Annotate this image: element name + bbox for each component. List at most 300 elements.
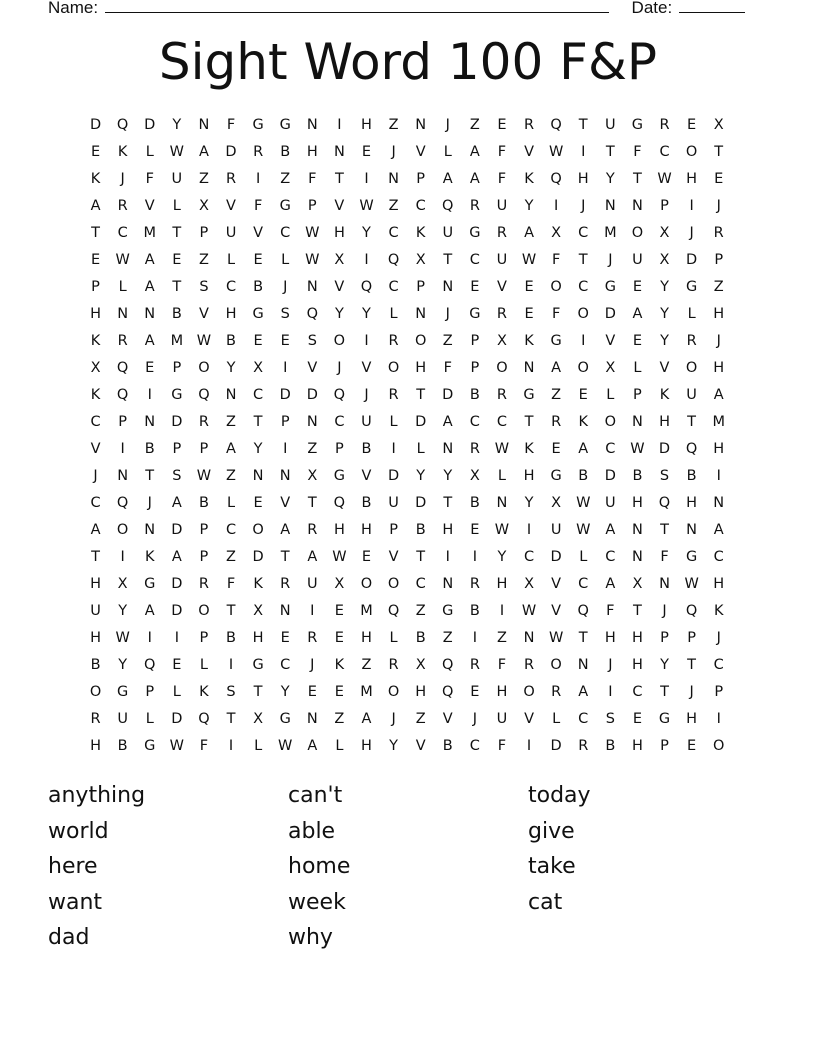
grid-letter[interactable]: H — [686, 171, 698, 187]
grid-letter[interactable]: B — [469, 387, 480, 403]
grid-letter[interactable]: V — [524, 711, 534, 727]
grid-letter[interactable]: X — [334, 252, 345, 268]
grid-letter[interactable]: Z — [226, 468, 236, 484]
grid-letter[interactable]: R — [117, 333, 128, 349]
grid-letter[interactable]: D — [89, 117, 102, 133]
grid-letter[interactable]: Q — [198, 387, 210, 403]
grid-letter[interactable]: E — [334, 684, 344, 700]
grid-letter[interactable]: N — [117, 468, 129, 484]
grid-letter[interactable]: P — [199, 630, 209, 646]
grid-letter[interactable]: H — [713, 360, 725, 376]
grid-letter[interactable]: R — [686, 333, 697, 349]
grid-letter[interactable]: W — [576, 495, 591, 511]
grid-letter[interactable]: E — [145, 360, 155, 376]
grid-letter[interactable]: O — [116, 522, 129, 538]
grid-letter[interactable]: C — [388, 279, 399, 295]
grid-letter[interactable]: H — [631, 495, 643, 511]
grid-letter[interactable]: V — [551, 576, 562, 592]
grid-letter[interactable]: T — [632, 171, 642, 187]
grid-letter[interactable]: C — [117, 225, 128, 241]
grid-letter[interactable]: Y — [253, 441, 263, 457]
grid-letter[interactable]: A — [144, 252, 155, 268]
grid-letter[interactable]: Y — [660, 306, 669, 322]
grid-letter[interactable]: I — [283, 441, 288, 457]
grid-letter[interactable]: Q — [333, 495, 346, 511]
grid-letter[interactable]: O — [577, 360, 589, 376]
grid-letter[interactable]: H — [90, 306, 101, 322]
grid-letter[interactable]: E — [470, 522, 480, 538]
grid-letter[interactable]: C — [578, 225, 589, 241]
grid-letter[interactable]: Q — [685, 441, 698, 457]
grid-letter[interactable]: V — [551, 603, 562, 619]
grid-letter[interactable]: R — [524, 117, 535, 133]
grid-letter[interactable]: T — [91, 549, 100, 565]
grid-letter[interactable]: Z — [713, 279, 724, 295]
grid-letter[interactable]: X — [415, 252, 426, 268]
grid-letter[interactable]: G — [523, 387, 535, 403]
grid-letter[interactable]: T — [660, 522, 669, 538]
grid-letter[interactable]: P — [389, 522, 398, 538]
grid-letter[interactable]: I — [310, 603, 315, 619]
grid-letter[interactable]: J — [608, 252, 613, 268]
grid-letter[interactable]: D — [171, 576, 183, 592]
grid-letter[interactable]: K — [713, 603, 724, 619]
grid-letter[interactable]: I — [716, 468, 721, 484]
grid-letter[interactable]: B — [361, 441, 372, 457]
grid-letter[interactable]: Y — [118, 657, 128, 673]
grid-letter[interactable]: J — [364, 387, 369, 403]
grid-letter[interactable]: Y — [660, 333, 669, 349]
grid-letter[interactable]: H — [713, 441, 725, 457]
grid-letter[interactable]: C — [659, 144, 670, 160]
grid-letter[interactable]: K — [90, 171, 101, 187]
grid-letter[interactable]: W — [494, 441, 510, 457]
grid-letter[interactable]: E — [714, 171, 724, 187]
grid-letter[interactable]: T — [416, 549, 426, 565]
grid-letter[interactable]: E — [687, 117, 697, 133]
grid-letter[interactable]: H — [631, 657, 643, 673]
grid-letter[interactable]: I — [337, 117, 342, 133]
grid-letter[interactable]: D — [171, 603, 183, 619]
grid-letter[interactable]: A — [280, 522, 291, 538]
grid-letter[interactable]: F — [226, 117, 236, 133]
grid-letter[interactable]: S — [280, 306, 290, 322]
grid-letter[interactable]: G — [279, 117, 291, 133]
grid-letter[interactable]: R — [307, 522, 318, 538]
grid-letter[interactable]: L — [118, 279, 127, 295]
grid-letter[interactable]: N — [306, 414, 318, 430]
grid-letter[interactable]: O — [577, 306, 589, 322]
grid-letter[interactable]: D — [252, 549, 264, 565]
grid-letter[interactable]: K — [334, 657, 345, 673]
grid-letter[interactable]: E — [172, 252, 182, 268]
grid-letter[interactable]: H — [686, 495, 698, 511]
grid-letter[interactable]: Z — [551, 387, 562, 403]
grid-letter[interactable]: E — [524, 306, 534, 322]
grid-letter[interactable]: T — [687, 414, 697, 430]
grid-letter[interactable]: P — [416, 171, 426, 187]
grid-letter[interactable]: Y — [172, 117, 182, 133]
grid-letter[interactable]: H — [686, 711, 698, 727]
grid-letter[interactable]: C — [225, 279, 237, 295]
grid-letter[interactable]: T — [253, 684, 263, 700]
grid-letter[interactable]: K — [144, 549, 155, 565]
grid-letter[interactable]: H — [361, 117, 372, 133]
grid-letter[interactable]: P — [335, 441, 344, 457]
grid-letter[interactable]: N — [306, 279, 318, 295]
grid-letter[interactable]: P — [199, 225, 209, 241]
grid-letter[interactable]: C — [578, 279, 589, 295]
grid-letter[interactable]: P — [633, 387, 642, 403]
grid-letter[interactable]: L — [416, 441, 425, 457]
grid-letter[interactable]: R — [551, 414, 562, 430]
grid-letter[interactable]: O — [604, 414, 617, 430]
grid-letter[interactable]: E — [90, 252, 101, 268]
grid-letter[interactable]: I — [581, 144, 586, 160]
grid-letter[interactable]: K — [90, 387, 101, 403]
grid-letter[interactable]: E — [253, 252, 263, 268]
grid-letter[interactable]: Z — [496, 630, 507, 646]
grid-letter[interactable]: N — [306, 711, 318, 727]
grid-letter[interactable]: F — [199, 738, 209, 754]
grid-letter[interactable]: A — [469, 171, 480, 187]
grid-letter[interactable]: R — [198, 414, 209, 430]
grid-letter[interactable]: H — [631, 630, 643, 646]
grid-letter[interactable]: U — [496, 711, 508, 727]
grid-letter[interactable]: N — [415, 117, 427, 133]
grid-letter[interactable]: C — [605, 441, 616, 457]
grid-letter[interactable]: X — [605, 360, 616, 376]
grid-letter[interactable]: O — [631, 225, 644, 241]
grid-letter[interactable]: K — [524, 441, 534, 457]
grid-letter[interactable]: N — [442, 441, 454, 457]
grid-letter[interactable]: M — [360, 603, 373, 619]
grid-letter[interactable]: V — [334, 198, 345, 214]
grid-letter[interactable]: D — [415, 495, 427, 511]
grid-letter[interactable]: R — [469, 441, 480, 457]
grid-letter[interactable]: P — [91, 279, 100, 295]
grid-letter[interactable]: W — [115, 630, 130, 646]
grid-letter[interactable]: W — [278, 738, 293, 754]
grid-letter[interactable]: P — [660, 738, 669, 754]
grid-letter[interactable]: D — [415, 414, 427, 430]
grid-letter[interactable]: E — [632, 711, 642, 727]
grid-letter[interactable]: L — [281, 252, 290, 268]
grid-letter[interactable]: R — [388, 387, 399, 403]
grid-letter[interactable]: E — [334, 603, 344, 619]
grid-letter[interactable]: D — [442, 387, 454, 403]
grid-letter[interactable]: V — [144, 198, 155, 214]
grid-letter[interactable]: T — [524, 414, 534, 430]
grid-letter[interactable]: Z — [469, 117, 480, 133]
grid-letter[interactable]: N — [523, 630, 535, 646]
grid-letter[interactable]: R — [469, 657, 480, 673]
grid-letter[interactable]: G — [144, 738, 156, 754]
grid-letter[interactable]: K — [524, 333, 534, 349]
grid-letter[interactable]: B — [144, 441, 155, 457]
grid-letter[interactable]: J — [689, 684, 694, 700]
grid-letter[interactable]: C — [469, 414, 480, 430]
grid-letter[interactable]: A — [171, 495, 182, 511]
grid-letter[interactable]: T — [416, 387, 426, 403]
grid-letter[interactable]: W — [305, 252, 320, 268]
grid-letter[interactable]: Z — [415, 711, 426, 727]
grid-letter[interactable]: O — [523, 684, 535, 700]
grid-letter[interactable]: N — [198, 117, 210, 133]
grid-letter[interactable]: B — [578, 468, 589, 484]
grid-letter[interactable]: V — [415, 738, 426, 754]
grid-letter[interactable]: R — [117, 198, 128, 214]
grid-letter[interactable]: T — [578, 252, 588, 268]
grid-letter[interactable]: H — [415, 360, 427, 376]
grid-letter[interactable]: B — [361, 495, 372, 511]
grid-letter[interactable]: F — [551, 252, 561, 268]
grid-letter[interactable]: W — [576, 522, 591, 538]
grid-letter[interactable]: T — [307, 495, 317, 511]
grid-letter[interactable]: T — [334, 171, 344, 187]
grid-letter[interactable]: I — [391, 441, 396, 457]
grid-letter[interactable]: Z — [198, 171, 209, 187]
grid-letter[interactable]: E — [334, 630, 344, 646]
grid-letter[interactable]: C — [334, 414, 345, 430]
grid-letter[interactable]: N — [388, 171, 399, 187]
grid-letter[interactable]: B — [253, 279, 264, 295]
grid-letter[interactable]: S — [199, 279, 209, 295]
grid-letter[interactable]: R — [496, 387, 507, 403]
grid-letter[interactable]: N — [686, 522, 698, 538]
grid-letter[interactable]: K — [659, 387, 670, 403]
grid-letter[interactable]: F — [660, 549, 669, 565]
grid-letter[interactable]: H — [604, 630, 616, 646]
grid-letter[interactable]: T — [145, 468, 155, 484]
grid-letter[interactable]: T — [172, 279, 182, 295]
grid-letter[interactable]: L — [579, 549, 588, 565]
grid-letter[interactable]: H — [90, 576, 101, 592]
grid-letter[interactable]: E — [551, 441, 561, 457]
grid-letter[interactable]: R — [388, 657, 399, 673]
grid-letter[interactable]: P — [172, 360, 182, 376]
grid-letter[interactable]: Z — [442, 333, 453, 349]
grid-letter[interactable]: H — [659, 414, 670, 430]
grid-letter[interactable]: J — [120, 171, 125, 187]
grid-letter[interactable]: A — [632, 306, 643, 322]
grid-letter[interactable]: S — [307, 333, 317, 349]
grid-letter[interactable]: O — [387, 684, 400, 700]
grid-letter[interactable]: I — [228, 738, 234, 754]
grid-letter[interactable]: T — [172, 225, 182, 241]
grid-letter[interactable]: O — [387, 576, 400, 592]
grid-letter[interactable]: H — [306, 144, 318, 160]
grid-letter[interactable]: P — [714, 252, 724, 268]
grid-letter[interactable]: A — [442, 414, 453, 430]
grid-letter[interactable]: O — [360, 576, 373, 592]
grid-letter[interactable]: I — [147, 387, 152, 403]
grid-letter[interactable]: Q — [387, 252, 400, 268]
grid-letter[interactable]: T — [443, 252, 453, 268]
grid-letter[interactable]: A — [578, 684, 589, 700]
grid-letter[interactable]: U — [225, 225, 237, 241]
grid-letter[interactable]: V — [334, 279, 345, 295]
grid-letter[interactable]: L — [172, 684, 181, 700]
grid-letter[interactable]: Y — [362, 306, 371, 322]
grid-letter[interactable]: U — [686, 387, 697, 403]
grid-letter[interactable]: F — [226, 576, 236, 592]
grid-letter[interactable]: N — [333, 144, 345, 160]
grid-letter[interactable]: G — [550, 468, 562, 484]
grid-letter[interactable]: A — [605, 576, 616, 592]
grid-letter[interactable]: J — [445, 117, 450, 133]
grid-letter[interactable]: H — [90, 630, 101, 646]
grid-letter[interactable]: X — [469, 468, 480, 484]
grid-letter[interactable]: H — [361, 630, 372, 646]
grid-letter[interactable]: C — [469, 252, 480, 268]
grid-letter[interactable]: H — [496, 684, 508, 700]
grid-letter[interactable]: J — [445, 306, 450, 322]
grid-letter[interactable]: Q — [577, 603, 589, 619]
grid-letter[interactable]: Q — [442, 198, 454, 214]
grid-letter[interactable]: H — [90, 738, 101, 754]
grid-letter[interactable]: X — [551, 225, 562, 241]
grid-letter[interactable]: I — [283, 360, 288, 376]
grid-letter[interactable]: I — [255, 171, 261, 187]
grid-letter[interactable]: Z — [388, 117, 399, 133]
grid-letter[interactable]: I — [120, 441, 125, 457]
grid-letter[interactable]: D — [171, 522, 183, 538]
grid-letter[interactable]: G — [658, 711, 671, 727]
grid-letter[interactable]: Y — [362, 225, 371, 241]
grid-letter[interactable]: B — [171, 306, 182, 322]
grid-letter[interactable]: V — [605, 333, 616, 349]
grid-letter[interactable]: J — [391, 144, 396, 160]
grid-letter[interactable]: S — [172, 468, 182, 484]
grid-letter[interactable]: T — [578, 630, 588, 646]
grid-letter[interactable]: C — [713, 657, 724, 673]
grid-letter[interactable]: O — [685, 144, 698, 160]
grid-letter[interactable]: C — [280, 657, 291, 673]
grid-letter[interactable]: C — [280, 225, 291, 241]
grid-letter[interactable]: L — [443, 144, 452, 160]
grid-letter[interactable]: F — [253, 198, 263, 214]
grid-letter[interactable]: I — [472, 630, 477, 646]
grid-letter[interactable]: L — [389, 414, 398, 430]
grid-letter[interactable]: B — [469, 495, 480, 511]
grid-letter[interactable]: U — [361, 414, 372, 430]
grid-letter[interactable]: V — [496, 279, 507, 295]
grid-letter[interactable]: R — [659, 117, 670, 133]
grid-letter[interactable]: C — [713, 549, 724, 565]
grid-letter[interactable]: I — [716, 711, 721, 727]
grid-letter[interactable]: K — [415, 225, 426, 241]
grid-letter[interactable]: W — [359, 198, 374, 214]
grid-letter[interactable]: O — [496, 360, 508, 376]
grid-letter[interactable]: V — [280, 495, 291, 511]
grid-letter[interactable]: H — [713, 576, 725, 592]
grid-letter[interactable]: Q — [387, 603, 400, 619]
grid-letter[interactable]: T — [280, 549, 290, 565]
grid-letter[interactable]: C — [415, 198, 426, 214]
grid-letter[interactable]: T — [632, 603, 642, 619]
grid-letter[interactable]: J — [716, 630, 721, 646]
grid-letter[interactable]: R — [496, 306, 507, 322]
grid-letter[interactable]: E — [280, 333, 290, 349]
grid-letter[interactable]: P — [307, 198, 317, 214]
grid-letter[interactable]: E — [632, 279, 642, 295]
grid-letter[interactable]: H — [333, 522, 345, 538]
grid-letter[interactable]: K — [578, 414, 588, 430]
grid-letter[interactable]: C — [415, 576, 426, 592]
grid-letter[interactable]: E — [497, 117, 507, 133]
grid-letter[interactable]: P — [470, 333, 480, 349]
grid-letter[interactable]: C — [469, 738, 480, 754]
grid-letter[interactable]: X — [90, 360, 101, 376]
grid-letter[interactable]: V — [415, 144, 426, 160]
grid-letter[interactable]: A — [551, 360, 562, 376]
grid-letter[interactable]: I — [608, 684, 613, 700]
grid-letter[interactable]: H — [225, 306, 237, 322]
grid-letter[interactable]: U — [90, 603, 101, 619]
grid-letter[interactable]: N — [279, 603, 291, 619]
grid-letter[interactable]: V — [361, 360, 372, 376]
grid-letter[interactable]: J — [283, 279, 288, 295]
grid-letter[interactable]: O — [685, 360, 698, 376]
grid-letter[interactable]: U — [117, 711, 128, 727]
grid-letter[interactable]: O — [333, 333, 346, 349]
grid-letter[interactable]: F — [145, 171, 154, 187]
grid-letter[interactable]: J — [472, 711, 477, 727]
grid-letter[interactable]: D — [279, 387, 291, 403]
grid-letter[interactable]: W — [169, 738, 184, 754]
grid-letter[interactable]: X — [334, 576, 345, 592]
grid-letter[interactable]: X — [117, 576, 128, 592]
grid-letter[interactable]: D — [171, 711, 183, 727]
grid-letter[interactable]: F — [497, 171, 507, 187]
grid-letter[interactable]: R — [551, 684, 562, 700]
grid-letter[interactable]: H — [523, 468, 535, 484]
grid-letter[interactable]: U — [388, 495, 399, 511]
grid-letter[interactable]: X — [253, 603, 264, 619]
grid-letter[interactable]: R — [307, 630, 318, 646]
grid-letter[interactable]: W — [494, 522, 510, 538]
grid-letter[interactable]: X — [496, 333, 507, 349]
grid-letter[interactable]: W — [305, 225, 320, 241]
grid-letter[interactable]: O — [198, 603, 210, 619]
grid-letter[interactable]: E — [90, 144, 101, 160]
grid-letter[interactable]: W — [548, 630, 564, 646]
grid-letter[interactable]: G — [252, 117, 264, 133]
grid-letter[interactable]: N — [577, 657, 589, 673]
grid-letter[interactable]: W — [196, 333, 212, 349]
grid-letter[interactable]: N — [631, 414, 643, 430]
grid-letter[interactable]: F — [497, 738, 507, 754]
grid-letter[interactable]: D — [387, 468, 400, 484]
grid-letter[interactable]: T — [578, 117, 588, 133]
grid-letter[interactable]: V — [388, 549, 399, 565]
grid-letter[interactable]: Q — [360, 279, 373, 295]
grid-letter[interactable]: I — [228, 657, 234, 673]
grid-letter[interactable]: T — [253, 414, 263, 430]
grid-letter[interactable]: P — [199, 549, 209, 565]
grid-letter[interactable]: R — [253, 144, 264, 160]
grid-letter[interactable]: B — [469, 603, 480, 619]
grid-letter[interactable]: Y — [660, 279, 669, 295]
grid-letter[interactable]: J — [689, 225, 694, 241]
grid-letter[interactable]: J — [716, 198, 721, 214]
grid-letter[interactable]: G — [279, 198, 291, 214]
grid-letter[interactable]: R — [524, 657, 535, 673]
grid-letter[interactable]: O — [89, 684, 102, 700]
grid-letter[interactable]: I — [472, 549, 477, 565]
grid-letter[interactable]: K — [90, 333, 101, 349]
